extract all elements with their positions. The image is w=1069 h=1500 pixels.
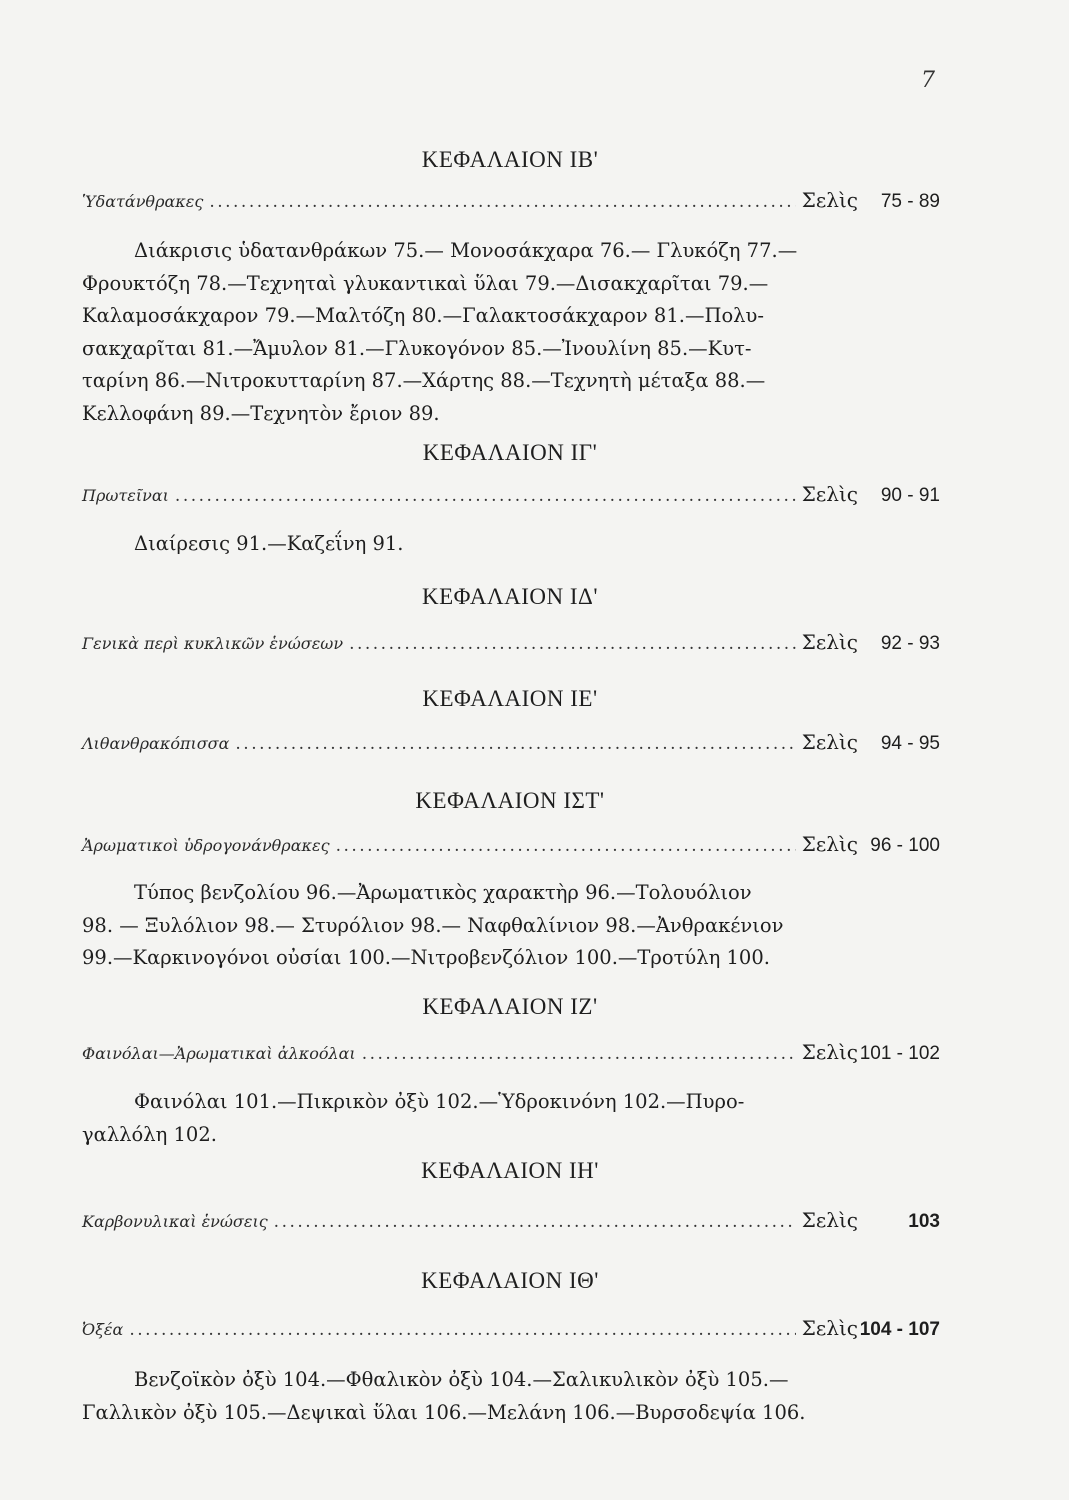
entry-description [82,877,942,975]
description-line: Τύπος βενζολίου 96.—Ἀρωματικὸς χαρακτὴρ 96.—Τολουόλιον [134,881,752,904]
entry-description [82,235,942,430]
description-line: γαλλόλη 102. [82,1122,217,1146]
pages-label: Σελὶς [801,1208,858,1232]
dot-leader [349,634,796,654]
toc-entry [82,1208,940,1240]
dot-leader [235,734,795,754]
toc-entry [82,188,940,220]
chapter-heading: ΚΕΦΑΛΑΙΟΝ ΙΓ' [422,440,598,465]
chapter-heading: ΚΕΦΑΛΑΙΟΝ ΙΖ' [422,994,598,1019]
description-line: 99.—Καρκινογόνοι οὐσίαι 100.—Νιτροβενζόλιον 100.—Τροτύλη 100. [82,946,770,969]
pages-label: Σελὶς [801,482,858,506]
dot-leader [175,486,796,506]
description-line: ταρίνη 86.—Νιτροκυτταρίνη 87.—Χάρτης 88.—Τεχνητὴ μέταξα 88.— [82,369,766,392]
description-line: 98. — Ξυλόλιον 98.— Στυρόλιον 98.— Ναφθαλίνιον 98.—Ἀνθρακένιον [82,913,784,937]
description-line: Φρουκτόζη 78.—Τεχνηταὶ γλυκαντικαὶ ὕλαι 79.—Δισακχαρῖται 79.— [82,271,769,295]
toc-entry [82,1316,940,1348]
chapter-heading: ΚΕΦΑΛΑΙΟΝ ΙΒ' [421,147,599,172]
entry-title: Ἀρωματικοὶ ὑδρογονάνθρακες [82,836,330,855]
entry-description [82,1086,942,1151]
entry-title: Πρωτεῖναι [82,486,169,505]
chapter-heading: ΚΕΦΑΛΑΙΟΝ ΙΣΤ' [415,788,605,813]
chapter-heading: ΚΕΦΑΛΑΙΟΝ ΙΘ' [421,1268,599,1293]
pages-label: Σελὶς [801,630,858,654]
page-range: 90 - 91 [880,485,940,506]
entry-title: Γενικὰ περὶ κυκλικῶν ἑνώσεων [82,634,344,653]
dot-leader [209,192,795,212]
description-line: σακχαρῖται 81.—Ἄμυλον 81.—Γλυκογόνον 85.—Ἰνουλίνη 85.—Κυτ- [82,336,752,360]
pages-label: Σελὶς [801,188,858,212]
description-line: Βενζοϊκὸν ὀξὺ 104.—Φθαλικὸν ὀξὺ 104.—Σαλικυλικὸν ὀξὺ 105.— [134,1368,789,1391]
page-range: 75 - 89 [880,191,940,212]
dot-leader [274,1212,796,1232]
page-range: 96 - 100 [870,835,940,856]
pages-label: Σελὶς [801,730,858,754]
toc-entry [82,832,940,864]
toc-entry [82,730,940,762]
page-range: 92 - 93 [880,633,940,654]
description-line: Καλαμοσάκχαρον 79.—Μαλτόζη 80.—Γαλακτοσάκχαρον 81.—Πολυ- [82,304,764,327]
pages-label: Σελὶς [801,1316,858,1340]
description-line: Κελλοφάνη 89.—Τεχνητὸν ἔριον 89. [82,401,440,425]
entry-title: Ὀξέα [82,1320,124,1339]
page-range: 101 - 102 [859,1043,940,1064]
chapter-heading: ΚΕΦΑΛΑΙΟΝ ΙΕ' [422,686,598,711]
dot-leader [362,1044,796,1064]
description-line: Γαλλικὸν ὀξὺ 105.—Δεψικαὶ ὕλαι 106.—Μελάνη 106.—Βυρσοδεψία 106. [82,1400,806,1424]
entry-description [82,1364,942,1429]
toc-entry [82,1040,940,1072]
chapter-heading: ΚΕΦΑΛΑΙΟΝ ΙΗ' [421,1158,599,1183]
page-range: 94 - 95 [880,733,940,754]
entry-title: Ὑδατάνθρακες [82,192,204,211]
page-range: 103 [908,1211,940,1232]
entry-title: Φαινόλαι—Ἀρωματικαὶ ἀλκοόλαι [82,1044,356,1063]
page-number: 7 [921,68,935,93]
dot-leader [129,1320,795,1340]
dot-leader [336,836,796,856]
description-line: Διαίρεσις 91.—Καζεΐνη 91. [134,532,404,555]
toc-entry [82,482,940,514]
chapter-heading: ΚΕΦΑΛΑΙΟΝ ΙΔ' [422,584,598,609]
description-line: Διάκρισις ὑδατανθράκων 75.— Μονοσάκχαρα 76.— Γλυκόζη 77.— [134,239,798,262]
toc-entry [82,630,940,662]
description-line: Φαινόλαι 101.—Πικρικὸν ὀξὺ 102.—Ὑδροκινόνη 102.—Πυρο- [134,1090,745,1113]
entry-title: Καρβονυλικαὶ ἑνώσεις [82,1212,268,1231]
pages-label: Σελὶς [801,1040,858,1064]
entry-description [82,528,942,561]
pages-label: Σελὶς [801,832,858,856]
entry-title: Λιθανθρακόπισσα [82,734,230,753]
page-range: 104 - 107 [859,1319,940,1340]
